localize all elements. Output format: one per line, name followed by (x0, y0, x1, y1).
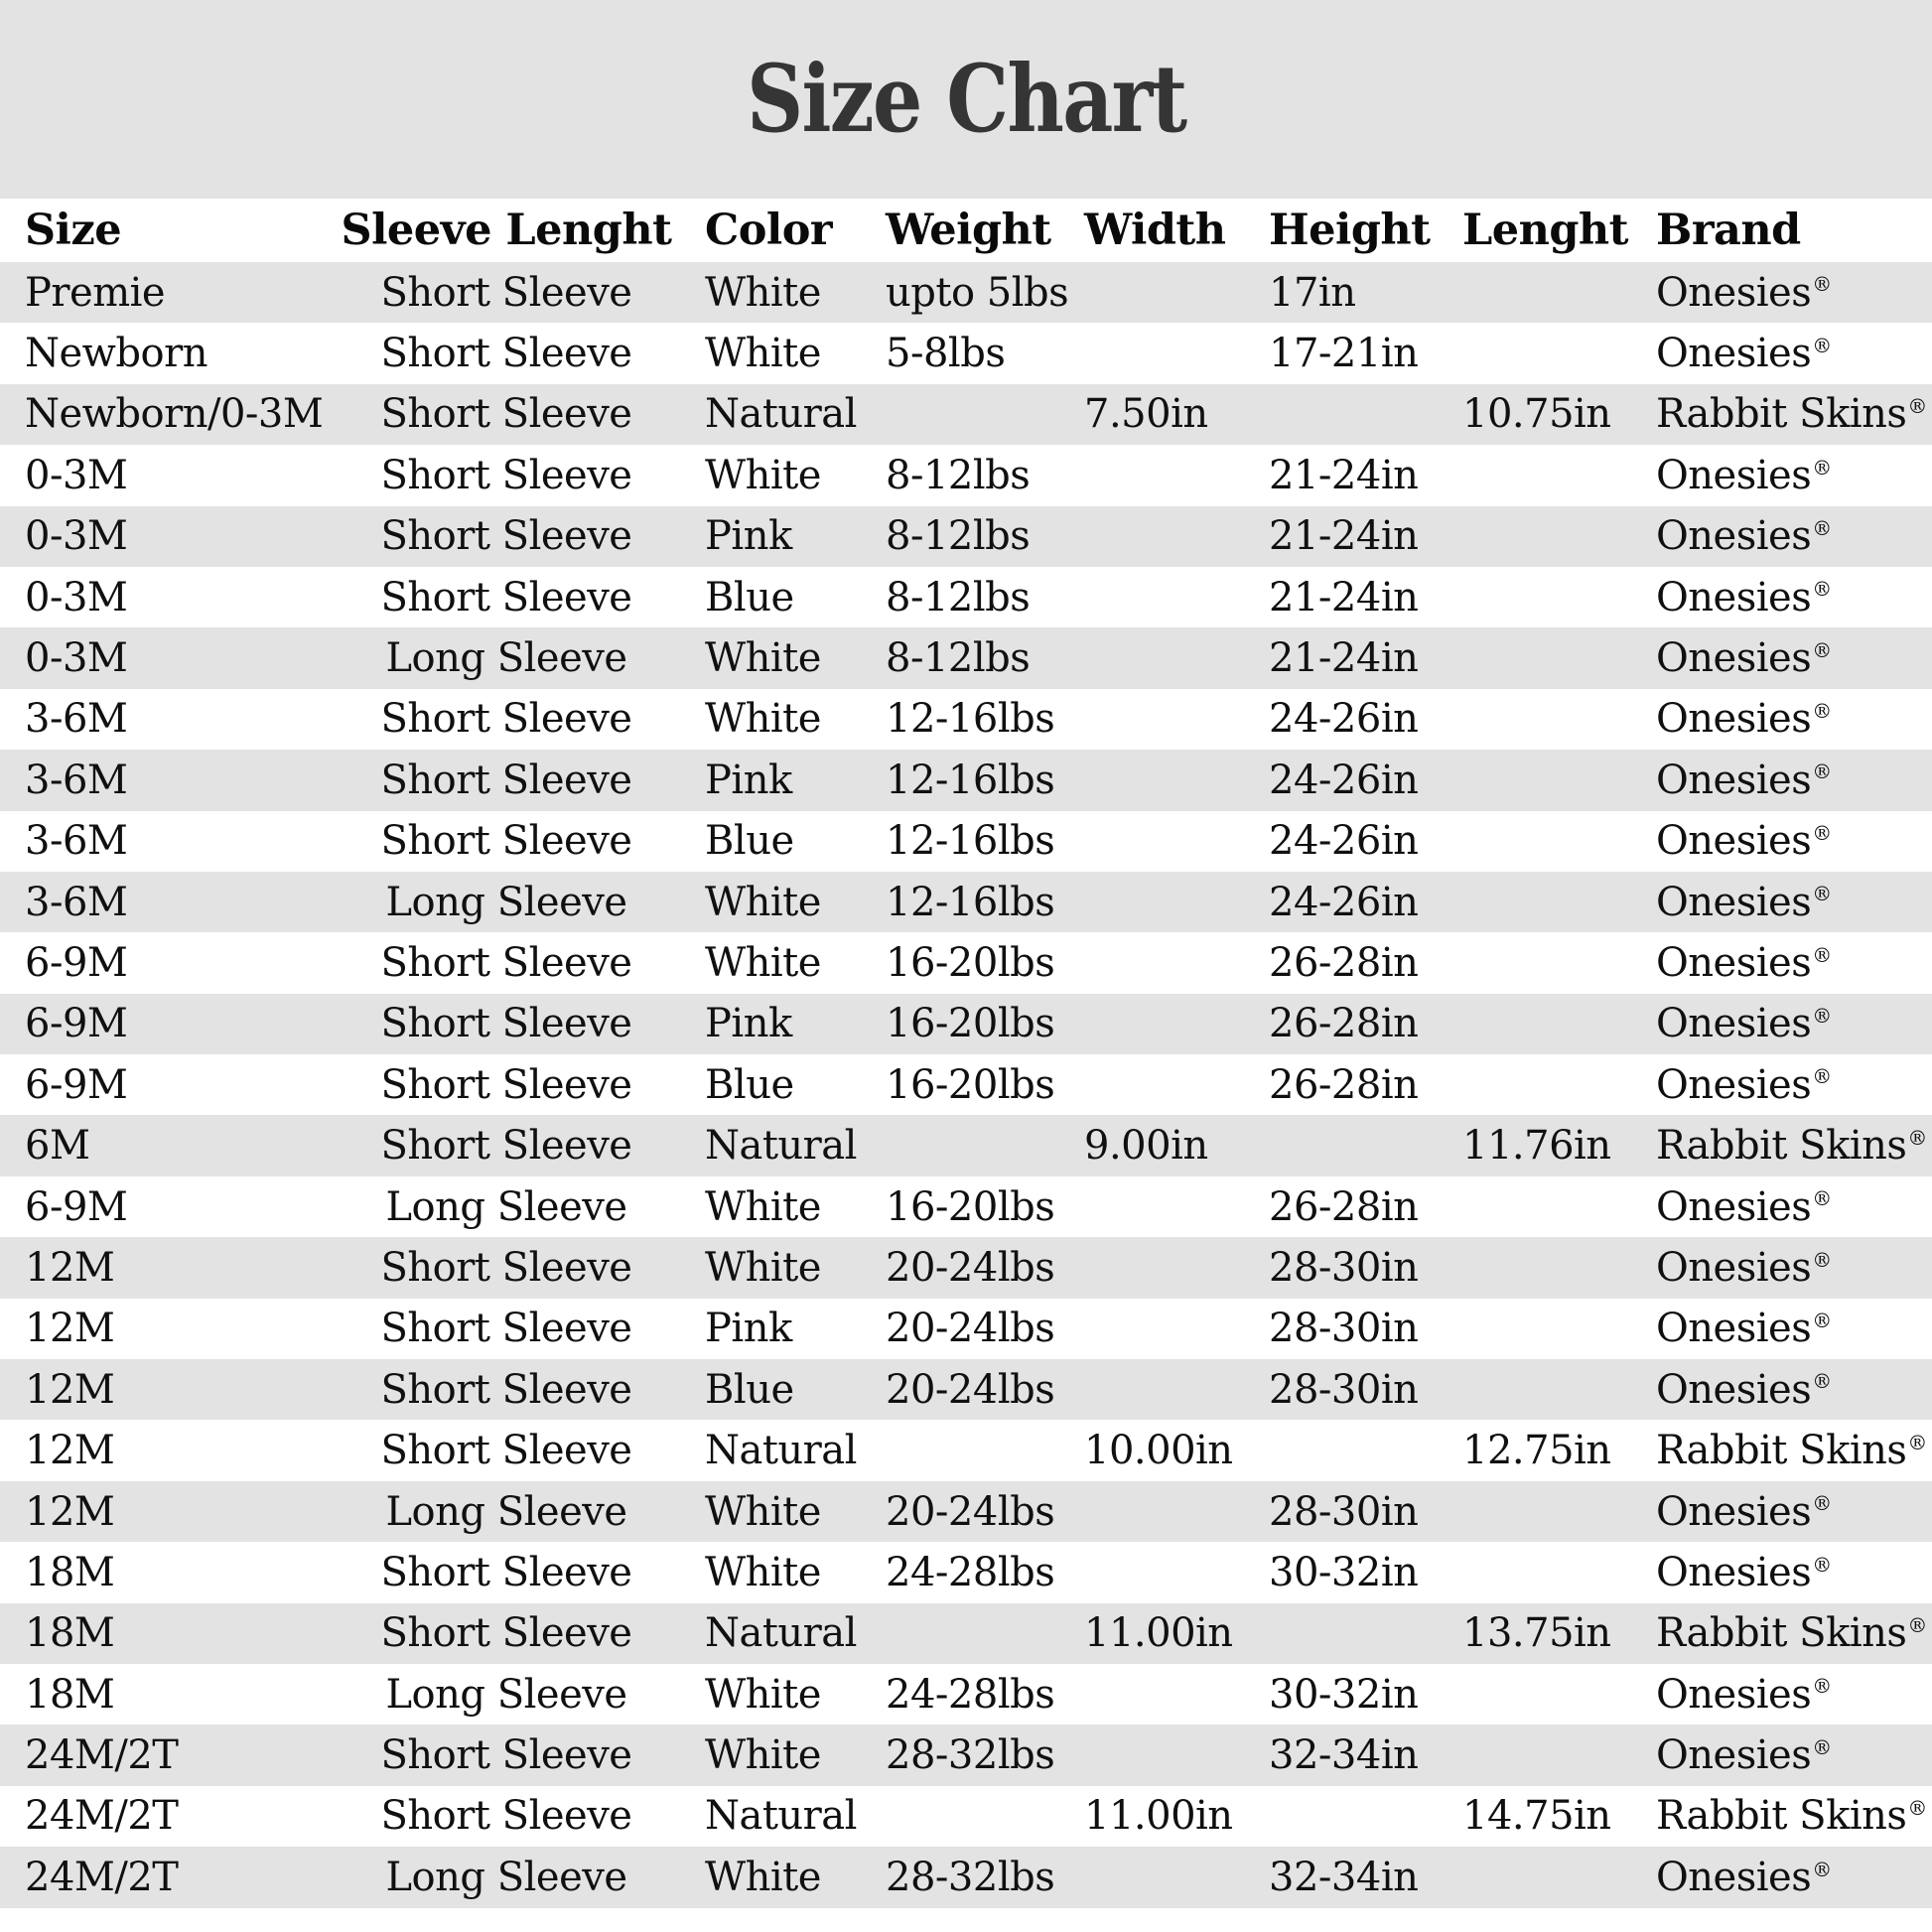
registered-trademark-symbol: ® (1907, 1430, 1927, 1454)
cell-weight: 8-12lbs (886, 635, 1031, 682)
cell-weight (880, 384, 1078, 445)
cell-sleeve-length: Long Sleeve (385, 1488, 627, 1535)
cell-brand: Onesies® (1656, 635, 1832, 682)
cell-size: 6-9M (25, 939, 128, 986)
cell-weight: 8-12lbs (886, 574, 1031, 621)
cell-sleeve-length: Short Sleeve (380, 696, 632, 743)
registered-trademark-symbol: ® (1812, 1064, 1832, 1089)
table-row (0, 1542, 1932, 1602)
cell-size: 6-9M (25, 1001, 128, 1047)
cell-length (1456, 1359, 1650, 1420)
table-row (0, 1237, 1932, 1298)
cell-size: 3-6M (25, 757, 128, 803)
cell-width (1078, 567, 1263, 627)
cell-weight: 16-20lbs (886, 1061, 1055, 1108)
cell-weight: 12-16lbs (886, 696, 1055, 743)
cell-color: White (705, 1671, 821, 1718)
cell-height: 28-30in (1269, 1306, 1419, 1352)
cell-sleeve-length: Short Sleeve (380, 1061, 632, 1108)
cell-height: 24-26in (1269, 879, 1419, 925)
cell-height: 26-28in (1269, 1061, 1419, 1108)
column-header-weight: Weight (886, 205, 1051, 255)
cell-width (1078, 323, 1263, 383)
cell-color: Blue (705, 574, 794, 621)
cell-height: 28-30in (1269, 1366, 1419, 1413)
cell-height: 24-26in (1269, 696, 1419, 743)
cell-weight: 24-28lbs (886, 1549, 1055, 1595)
cell-sleeve-length: Short Sleeve (380, 939, 632, 986)
cell-brand: Rabbit Skins® (1656, 1610, 1927, 1657)
cell-length (1456, 1481, 1650, 1542)
cell-brand: Onesies® (1656, 818, 1832, 865)
cell-sleeve-length: Short Sleeve (380, 1366, 632, 1413)
cell-length (1456, 323, 1650, 383)
table-row (0, 689, 1932, 750)
cell-color: Natural (705, 1428, 857, 1474)
cell-width (1078, 1725, 1263, 1785)
table-row (0, 932, 1932, 993)
cell-height: 24-26in (1269, 818, 1419, 865)
cell-height: 17in (1269, 269, 1356, 316)
cell-sleeve-length: Short Sleeve (380, 331, 632, 377)
cell-brand: Rabbit Skins® (1656, 1428, 1927, 1474)
cell-width (1078, 262, 1263, 323)
cell-color: White (705, 269, 821, 316)
column-header-brand: Brand (1656, 205, 1801, 255)
cell-size: 12M (25, 1428, 115, 1474)
cell-height (1263, 1603, 1456, 1664)
registered-trademark-symbol: ® (1812, 1186, 1832, 1211)
cell-length (1456, 627, 1650, 688)
cell-height: 24-26in (1269, 757, 1419, 803)
cell-color: Blue (705, 818, 794, 865)
cell-sleeve-length: Short Sleeve (380, 818, 632, 865)
cell-size: 18M (25, 1549, 115, 1595)
cell-weight: 24-28lbs (886, 1671, 1055, 1718)
cell-weight (880, 1603, 1078, 1664)
page-title: Size Chart (746, 45, 1186, 154)
cell-weight: 28-32lbs (886, 1732, 1055, 1779)
registered-trademark-symbol: ® (1907, 1125, 1927, 1150)
cell-weight (880, 1420, 1078, 1480)
cell-size: 6-9M (25, 1061, 128, 1108)
cell-width: 11.00in (1084, 1793, 1233, 1840)
cell-brand: Onesies® (1656, 1244, 1832, 1291)
table-row (0, 1664, 1932, 1725)
cell-length (1456, 567, 1650, 627)
table-row (0, 872, 1932, 932)
cell-size: 12M (25, 1488, 115, 1535)
cell-brand: Onesies® (1656, 1306, 1832, 1352)
cell-color: White (705, 1854, 821, 1900)
cell-weight: 12-16lbs (886, 757, 1055, 803)
cell-weight: 16-20lbs (886, 1001, 1055, 1047)
cell-weight (880, 1786, 1078, 1847)
table-row (0, 1299, 1932, 1359)
cell-color: White (705, 1244, 821, 1291)
cell-color: Pink (705, 1001, 792, 1047)
cell-weight: 5-8lbs (886, 331, 1006, 377)
cell-size: 18M (25, 1671, 115, 1718)
cell-width (1078, 994, 1263, 1054)
registered-trademark-symbol: ® (1812, 759, 1832, 784)
registered-trademark-symbol: ® (1812, 455, 1832, 480)
registered-trademark-symbol: ® (1812, 820, 1832, 845)
cell-width (1078, 1847, 1263, 1907)
cell-width (1078, 506, 1263, 567)
cell-color: White (705, 331, 821, 377)
table-row (0, 1176, 1932, 1237)
table-row (0, 506, 1932, 567)
cell-brand: Onesies® (1656, 1671, 1832, 1718)
table-row (0, 384, 1932, 445)
cell-height: 30-32in (1269, 1549, 1419, 1595)
cell-length (1456, 1054, 1650, 1115)
cell-brand: Onesies® (1656, 1061, 1832, 1108)
cell-color: Natural (705, 391, 857, 438)
cell-color: Pink (705, 513, 792, 560)
cell-size: 0-3M (25, 574, 128, 621)
cell-size: 24M/2T (25, 1732, 179, 1779)
cell-size: 18M (25, 1610, 115, 1657)
cell-length (1456, 994, 1650, 1054)
cell-height: 28-30in (1269, 1244, 1419, 1291)
cell-width (1078, 1481, 1263, 1542)
cell-sleeve-length: Short Sleeve (380, 1610, 632, 1657)
column-header-size: Size (25, 205, 122, 255)
cell-width (1078, 932, 1263, 993)
cell-sleeve-length: Short Sleeve (380, 1001, 632, 1047)
cell-height: 26-28in (1269, 1183, 1419, 1230)
cell-size: 0-3M (25, 452, 128, 498)
cell-brand: Onesies® (1656, 1549, 1832, 1595)
column-header-color: Color (705, 205, 833, 255)
cell-sleeve-length: Short Sleeve (380, 1732, 632, 1779)
cell-weight: 8-12lbs (886, 513, 1031, 560)
cell-size: 6M (25, 1123, 90, 1170)
registered-trademark-symbol: ® (1907, 394, 1927, 419)
cell-sleeve-length: Short Sleeve (380, 1244, 632, 1291)
cell-length (1456, 811, 1650, 872)
cell-length: 12.75in (1462, 1428, 1611, 1474)
cell-weight: 20-24lbs (886, 1488, 1055, 1535)
title-band (0, 0, 1932, 199)
table-row (0, 811, 1932, 872)
cell-height: 32-34in (1269, 1854, 1419, 1900)
cell-color: Natural (705, 1610, 857, 1657)
cell-brand: Onesies® (1656, 696, 1832, 743)
cell-weight: 12-16lbs (886, 818, 1055, 865)
cell-sleeve-length: Short Sleeve (380, 1549, 632, 1595)
cell-length (1456, 750, 1650, 810)
table-row (0, 1603, 1932, 1664)
cell-width (1078, 872, 1263, 932)
cell-brand: Rabbit Skins® (1656, 1793, 1927, 1840)
cell-height (1263, 384, 1456, 445)
cell-size: 12M (25, 1366, 115, 1413)
cell-weight: 16-20lbs (886, 939, 1055, 986)
cell-length (1456, 445, 1650, 505)
table-row (0, 323, 1932, 383)
registered-trademark-symbol: ® (1812, 882, 1832, 906)
cell-size: Newborn (25, 331, 207, 377)
cell-length (1456, 262, 1650, 323)
cell-length (1456, 1664, 1650, 1725)
table-row (0, 1725, 1932, 1785)
cell-sleeve-length: Short Sleeve (380, 513, 632, 560)
cell-length (1456, 1176, 1650, 1237)
cell-sleeve-length: Long Sleeve (385, 1671, 627, 1718)
cell-brand: Onesies® (1656, 1732, 1832, 1779)
registered-trademark-symbol: ® (1812, 1491, 1832, 1516)
cell-size: 12M (25, 1244, 115, 1291)
cell-color: White (705, 696, 821, 743)
cell-height: 21-24in (1269, 574, 1419, 621)
cell-height: 26-28in (1269, 939, 1419, 986)
registered-trademark-symbol: ® (1812, 272, 1832, 297)
table-row (0, 1359, 1932, 1420)
cell-weight: 16-20lbs (886, 1183, 1055, 1230)
table-row (0, 1786, 1932, 1847)
cell-color: White (705, 635, 821, 682)
cell-height (1263, 1115, 1456, 1175)
registered-trademark-symbol: ® (1812, 1674, 1832, 1699)
registered-trademark-symbol: ® (1812, 333, 1832, 357)
cell-length (1456, 1725, 1650, 1785)
cell-height: 17-21in (1269, 331, 1419, 377)
cell-brand: Onesies® (1656, 879, 1832, 925)
cell-color: White (705, 1732, 821, 1779)
column-header-width: Width (1084, 205, 1226, 255)
table-row (0, 1847, 1932, 1907)
cell-color: Natural (705, 1793, 857, 1840)
cell-sleeve-length: Short Sleeve (380, 1793, 632, 1840)
cell-weight: 20-24lbs (886, 1306, 1055, 1352)
cell-sleeve-length: Long Sleeve (385, 879, 627, 925)
table-row (0, 1420, 1932, 1480)
registered-trademark-symbol: ® (1812, 577, 1832, 602)
cell-size: 0-3M (25, 635, 128, 682)
cell-width (1078, 627, 1263, 688)
cell-height: 30-32in (1269, 1671, 1419, 1718)
cell-height: 21-24in (1269, 635, 1419, 682)
cell-brand: Onesies® (1656, 757, 1832, 803)
registered-trademark-symbol: ® (1812, 637, 1832, 662)
cell-brand: Onesies® (1656, 1854, 1832, 1900)
cell-length: 11.76in (1462, 1123, 1611, 1170)
cell-length (1456, 689, 1650, 750)
table-row (0, 1481, 1932, 1542)
cell-length: 14.75in (1462, 1793, 1611, 1840)
table-row (0, 445, 1932, 505)
cell-color: Pink (705, 1306, 792, 1352)
cell-size: 12M (25, 1306, 115, 1352)
cell-color: White (705, 1488, 821, 1535)
cell-length (1456, 1237, 1650, 1298)
cell-brand: Onesies® (1656, 1183, 1832, 1230)
cell-brand: Rabbit Skins® (1656, 1123, 1927, 1170)
cell-size: 24M/2T (25, 1793, 179, 1840)
table-body (0, 262, 1932, 1908)
cell-brand: Onesies® (1656, 1366, 1832, 1413)
table-row (0, 1054, 1932, 1115)
registered-trademark-symbol: ® (1812, 942, 1832, 967)
cell-width (1078, 1299, 1263, 1359)
cell-width: 11.00in (1084, 1610, 1233, 1657)
cell-sleeve-length: Long Sleeve (385, 1183, 627, 1230)
cell-sleeve-length: Short Sleeve (380, 757, 632, 803)
cell-length (1456, 506, 1650, 567)
cell-length (1456, 1299, 1650, 1359)
table-row (0, 994, 1932, 1054)
column-header-length: Lenght (1462, 205, 1629, 255)
header-row (0, 199, 1932, 262)
cell-width (1078, 1359, 1263, 1420)
cell-weight: upto 5lbs (886, 269, 1069, 316)
cell-width (1078, 750, 1263, 810)
cell-sleeve-length: Short Sleeve (380, 452, 632, 498)
registered-trademark-symbol: ® (1907, 1796, 1927, 1821)
cell-width (1078, 811, 1263, 872)
registered-trademark-symbol: ® (1907, 1612, 1927, 1637)
cell-height (1263, 1420, 1456, 1480)
cell-color: White (705, 1183, 821, 1230)
cell-width: 9.00in (1084, 1123, 1208, 1170)
cell-length (1456, 932, 1650, 993)
cell-brand: Onesies® (1656, 939, 1832, 986)
cell-width (1078, 445, 1263, 505)
cell-color: Blue (705, 1061, 794, 1108)
cell-color: White (705, 1549, 821, 1595)
cell-sleeve-length: Short Sleeve (380, 269, 632, 316)
registered-trademark-symbol: ® (1812, 515, 1832, 540)
cell-height: 21-24in (1269, 513, 1419, 560)
cell-length (1456, 1847, 1650, 1907)
table-row (0, 1115, 1932, 1175)
cell-weight: 20-24lbs (886, 1244, 1055, 1291)
registered-trademark-symbol: ® (1812, 1552, 1832, 1577)
cell-height (1263, 1786, 1456, 1847)
cell-width (1078, 1237, 1263, 1298)
cell-sleeve-length: Long Sleeve (385, 1854, 627, 1900)
cell-weight: 20-24lbs (886, 1366, 1055, 1413)
cell-weight (880, 1115, 1078, 1175)
cell-width (1078, 1054, 1263, 1115)
cell-sleeve-length: Short Sleeve (380, 1428, 632, 1474)
cell-weight: 12-16lbs (886, 879, 1055, 925)
column-header-sleeve-length: Sleeve Lenght (341, 205, 672, 255)
cell-color: Blue (705, 1366, 794, 1413)
cell-size: 6-9M (25, 1183, 128, 1230)
registered-trademark-symbol: ® (1812, 1369, 1832, 1394)
registered-trademark-symbol: ® (1812, 1004, 1832, 1029)
column-header-height: Height (1269, 205, 1431, 255)
cell-brand: Onesies® (1656, 513, 1832, 560)
cell-sleeve-length: Long Sleeve (385, 635, 627, 682)
cell-brand: Rabbit Skins® (1656, 391, 1927, 438)
cell-brand: Onesies® (1656, 269, 1832, 316)
cell-weight: 28-32lbs (886, 1854, 1055, 1900)
cell-sleeve-length: Short Sleeve (380, 1123, 632, 1170)
cell-size: Premie (25, 269, 166, 316)
cell-weight: 8-12lbs (886, 452, 1031, 498)
cell-height: 28-30in (1269, 1488, 1419, 1535)
cell-brand: Onesies® (1656, 452, 1832, 498)
size-chart-table (0, 199, 1932, 1908)
table-row (0, 567, 1932, 627)
cell-length: 10.75in (1462, 391, 1611, 438)
registered-trademark-symbol: ® (1812, 1734, 1832, 1759)
cell-size: Newborn/0-3M (25, 391, 324, 438)
cell-brand: Onesies® (1656, 1488, 1832, 1535)
cell-color: White (705, 452, 821, 498)
registered-trademark-symbol: ® (1812, 1247, 1832, 1272)
registered-trademark-symbol: ® (1812, 699, 1832, 724)
cell-color: White (705, 939, 821, 986)
cell-length (1456, 1542, 1650, 1602)
cell-length: 13.75in (1462, 1610, 1611, 1657)
cell-size: 24M/2T (25, 1854, 179, 1900)
cell-color: Natural (705, 1123, 857, 1170)
cell-brand: Onesies® (1656, 1001, 1832, 1047)
cell-sleeve-length: Short Sleeve (380, 1306, 632, 1352)
cell-sleeve-length: Short Sleeve (380, 574, 632, 621)
cell-width (1078, 1664, 1263, 1725)
cell-height: 26-28in (1269, 1001, 1419, 1047)
cell-brand: Onesies® (1656, 574, 1832, 621)
cell-size: 3-6M (25, 696, 128, 743)
cell-width: 7.50in (1084, 391, 1208, 438)
registered-trademark-symbol: ® (1812, 1857, 1832, 1881)
cell-width: 10.00in (1084, 1428, 1233, 1474)
cell-width (1078, 689, 1263, 750)
cell-sleeve-length: Short Sleeve (380, 391, 632, 438)
cell-color: Pink (705, 757, 792, 803)
cell-width (1078, 1542, 1263, 1602)
cell-width (1078, 1176, 1263, 1237)
cell-brand: Onesies® (1656, 331, 1832, 377)
cell-size: 3-6M (25, 879, 128, 925)
table-row (0, 750, 1932, 810)
cell-height: 32-34in (1269, 1732, 1419, 1779)
cell-height: 21-24in (1269, 452, 1419, 498)
cell-size: 3-6M (25, 818, 128, 865)
registered-trademark-symbol: ® (1812, 1309, 1832, 1332)
table-row (0, 262, 1932, 323)
cell-size: 0-3M (25, 513, 128, 560)
cell-color: White (705, 879, 821, 925)
cell-length (1456, 872, 1650, 932)
table-row (0, 627, 1932, 688)
